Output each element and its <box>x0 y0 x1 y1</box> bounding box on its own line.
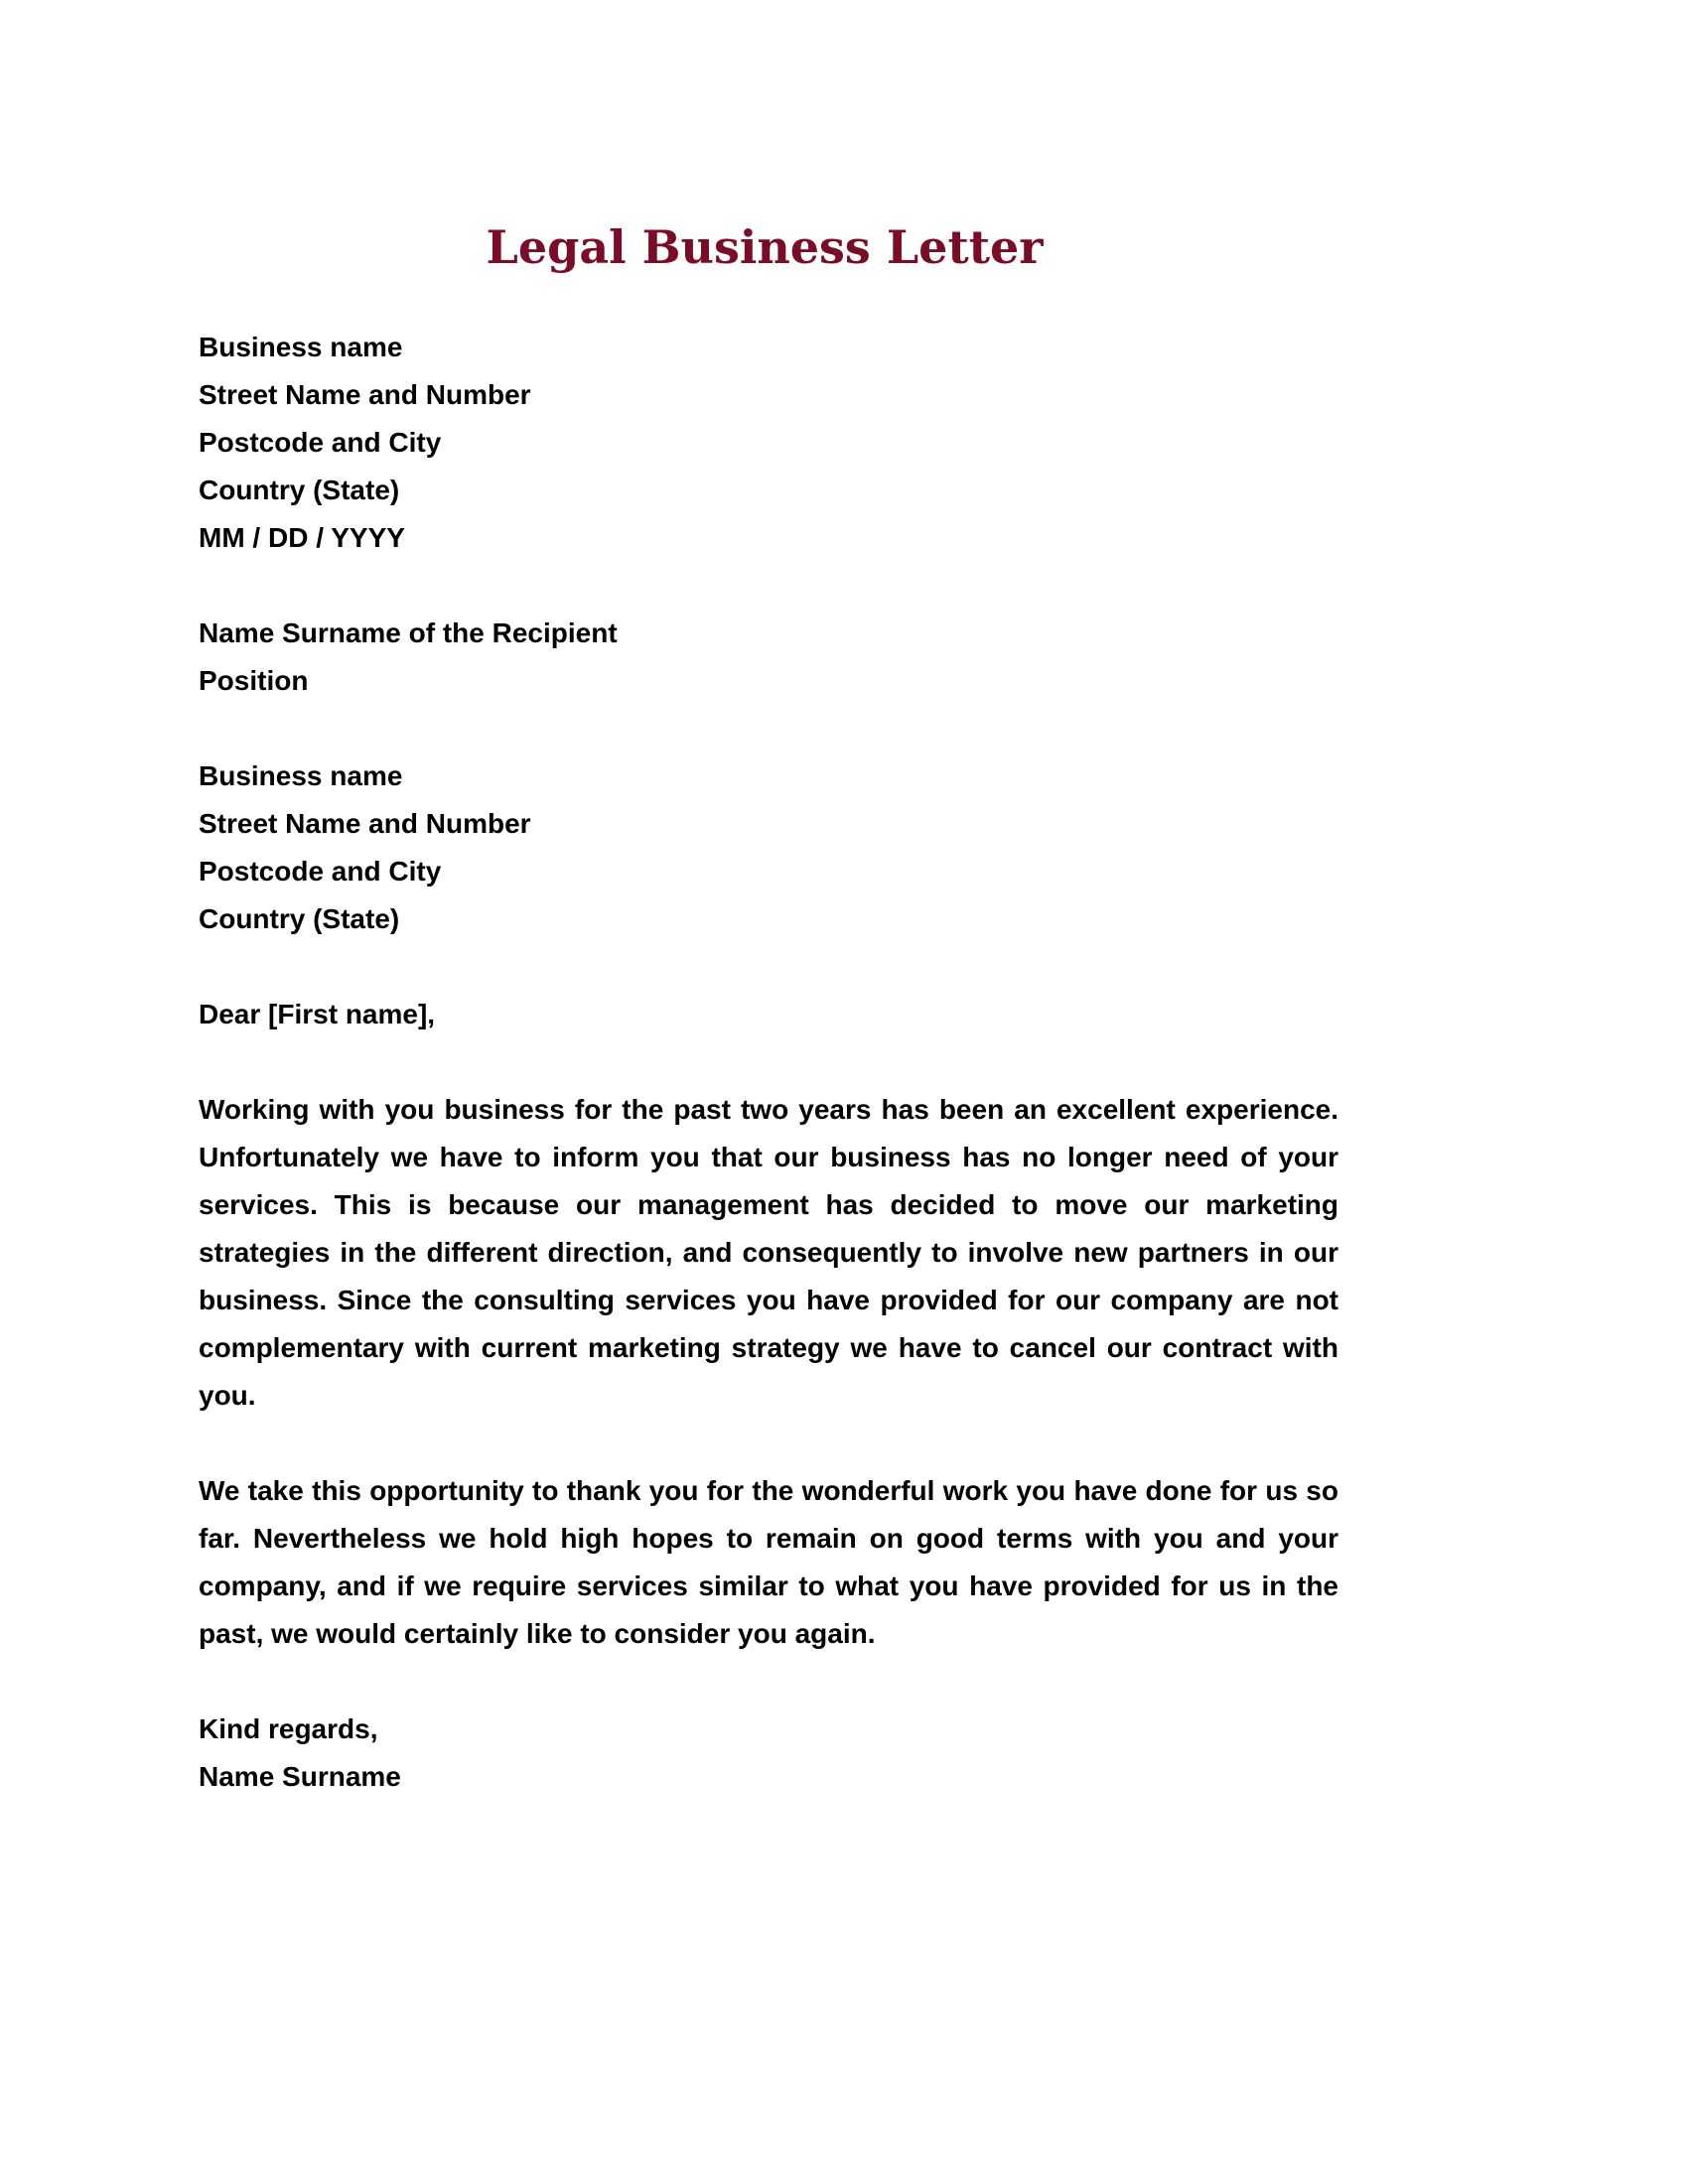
recipient-street: Street Name and Number <box>199 808 531 839</box>
recipient-business-name: Business name <box>199 760 403 791</box>
sender-business-name: Business name <box>199 332 403 362</box>
closing: Kind regards, <box>199 1713 378 1744</box>
spacer <box>199 1038 1338 1086</box>
sender-country: Country (State) <box>199 475 400 505</box>
sender-postcode-city: Postcode and City <box>199 427 442 458</box>
sender-address <box>199 324 1338 562</box>
letter-content <box>199 324 1338 1801</box>
body-paragraph-2: We take this opportunity to thank you for the wonderful work you have done for us so far. Nevertheless we hold high hopes to remain on good terms with you and your company, and if we require services similar to what you have provided for us in the past, we would certainly like to consider you again. <box>199 1475 1338 1649</box>
recipient-postcode-city: Postcode and City <box>199 856 442 887</box>
spacer <box>199 1658 1338 1706</box>
recipient-position: Position <box>199 665 309 696</box>
sign-off <box>199 1706 1338 1801</box>
recipient-country: Country (State) <box>199 903 400 934</box>
spacer <box>199 1420 1338 1467</box>
salutation: Dear [First name], <box>199 999 436 1029</box>
body-paragraph-1: Working with you business for the past two years has been an excellent experience. Unfortunately we have to inform you that our business has no longer need of your services. This is because our management has decided to move our marketing strategies in the different direction, and consequently to involve new partners in our business. Since the consulting services you have provided for our company are not complementary with current marketing strategy we have to cancel our contract with you. <box>199 1094 1338 1411</box>
signature-name: Name Surname <box>199 1761 401 1792</box>
recipient-contact <box>199 610 1338 705</box>
spacer <box>199 943 1338 991</box>
sender-street: Street Name and Number <box>199 379 531 410</box>
letter-title: Legal Business Letter <box>486 220 1044 274</box>
recipient-address <box>199 752 1338 943</box>
letter-date: MM / DD / YYYY <box>199 522 405 553</box>
spacer <box>199 562 1338 610</box>
recipient-name: Name Surname of the Recipient <box>199 617 618 648</box>
spacer <box>199 705 1338 752</box>
